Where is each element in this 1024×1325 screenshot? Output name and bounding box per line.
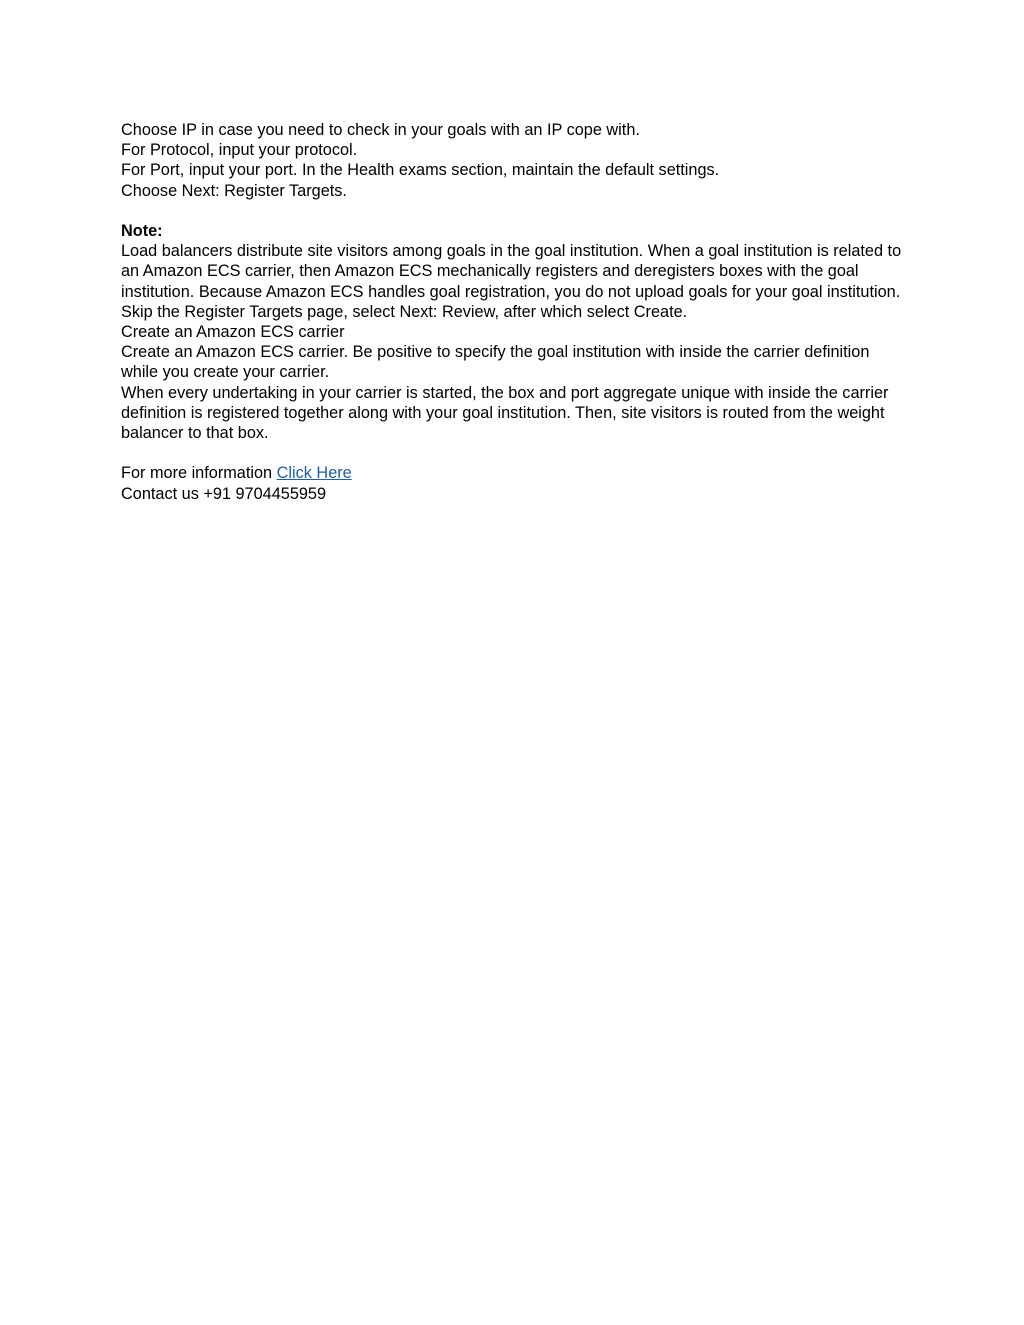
note-line-create-carrier: Create an Amazon ECS carrier [121,323,345,342]
intro-line-protocol: For Protocol, input your protocol. [121,141,358,160]
intro-line-next: Choose Next: Register Targets. [121,181,347,200]
note-paragraph-routing: When every undertaking in your carrier is started, the box and port aggregate unique with inside the carrier definition is registered together along with your goal institution. Then, site visitors is routed from the weight balancer to that box. [121,383,889,443]
note-paragraph-load-balancers: Load balancers distribute site visitors among goals in the goal institution. When a goal institution is related to an Amazon ECS carrier, then Amazon ECS mechanically registers and deregisters boxes with the goal institution. Because Amazon ECS handles goal registration, you do not upload goals for your goal institution. [121,242,902,301]
contact-line: Contact us +91 9704455959 [121,484,327,503]
intro-line-port: For Port, input your port. In the Health exams section, maintain the default settings. [121,161,720,180]
note-heading: Note: [121,222,163,240]
more-info-line [121,463,911,483]
paragraph-spacer [121,443,911,463]
paragraph-spacer [121,201,911,221]
intro-line-choose-ip: Choose IP in case you need to check in your goals with an IP cope with. [121,121,640,139]
click-here-link[interactable]: Click Here [276,464,352,483]
note-paragraph-specify-group: Create an Amazon ECS carrier. Be positive to specify the goal institution with inside the carrier definition while you create your carrier. [121,343,870,382]
note-line-skip: Skip the Register Targets page, select Next: Review, after which select Create. [121,302,688,321]
more-info-text: For more information [121,464,277,483]
document-body [121,120,911,504]
